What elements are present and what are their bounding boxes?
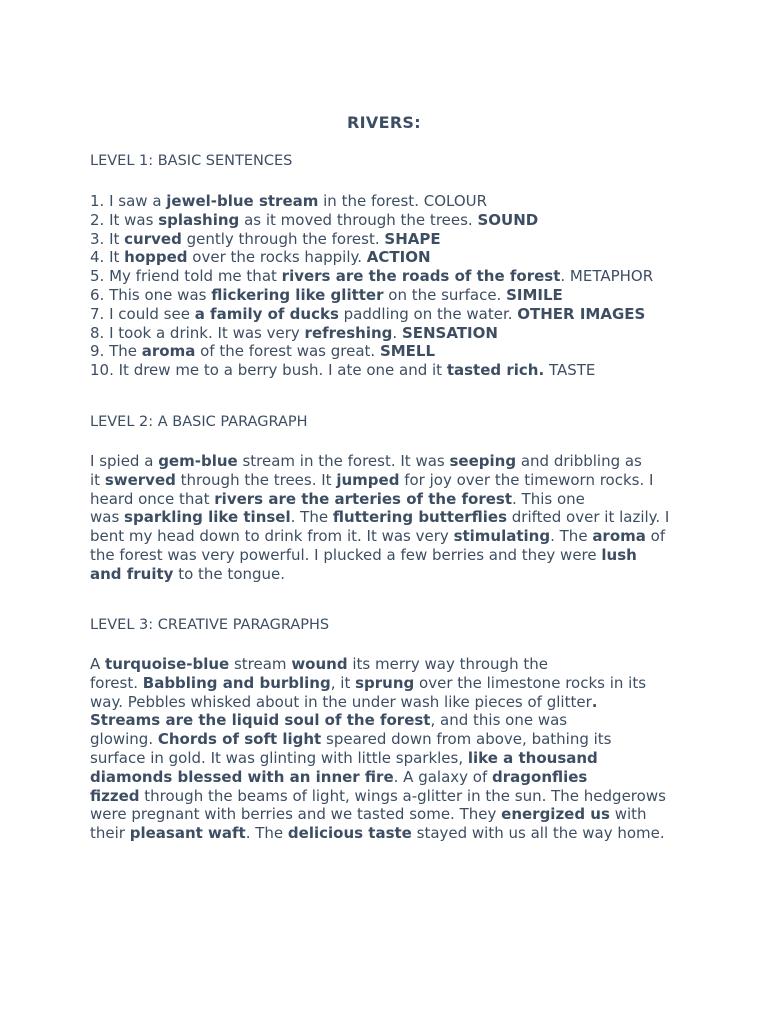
- text-run: . METAPHOR: [560, 267, 654, 286]
- text-run: on the surface.: [383, 285, 507, 304]
- bold-run: SHAPE: [384, 229, 441, 248]
- section-heading: LEVEL 3: CREATIVE PARAGRAPHS: [90, 617, 330, 633]
- text-run: 4. It: [90, 248, 125, 267]
- text-run: to the tongue.: [173, 564, 286, 583]
- text-run: as it moved through the trees.: [239, 210, 478, 229]
- section-heading: LEVEL 2: A BASIC PARAGRAPH: [90, 414, 308, 430]
- bold-run: tasted rich.: [446, 361, 545, 380]
- text-run: speared down from above, bathing its: [321, 730, 612, 749]
- text-run: in the forest. COLOUR: [318, 192, 488, 210]
- text-line: [90, 565, 690, 584]
- text-line: [90, 490, 690, 509]
- bold-run: stimulating: [453, 527, 551, 546]
- bold-run: like a thousand: [467, 748, 598, 767]
- text-run: 10. It drew me to a berry bush. I ate one and it: [90, 361, 447, 380]
- text-line: [90, 824, 690, 843]
- bold-run: swerved: [104, 470, 176, 489]
- text-line: [90, 674, 690, 693]
- document-title: RIVERS:: [347, 113, 421, 132]
- text-line: [90, 211, 690, 230]
- text-line: [90, 305, 690, 324]
- section-level-1: [90, 152, 690, 380]
- text-run: way. Pebbles whisked about in the under wash like pieces of glitter: [90, 692, 592, 711]
- text-run: . This one: [512, 489, 585, 508]
- bold-run: hopped: [124, 248, 188, 267]
- bold-run: wound: [291, 655, 348, 673]
- bold-run: Babbling and burbling: [142, 673, 331, 692]
- text-run: it: [90, 470, 105, 489]
- text-run: through the beams of light, wings a-glitter in the sun. The hedgerows: [139, 786, 666, 805]
- text-line: [90, 452, 690, 471]
- text-run: TASTE: [544, 361, 596, 380]
- paragraph: [90, 655, 690, 843]
- text-run: , it: [330, 673, 356, 692]
- bold-run: SENSATION: [401, 323, 498, 342]
- text-line: [90, 730, 690, 749]
- section-level-2: [90, 413, 690, 584]
- text-run: .: [392, 323, 402, 342]
- bold-run: refreshing: [304, 323, 393, 342]
- text-run: surface in gold. It was glinting with little sparkles,: [90, 748, 468, 767]
- text-run: over the limestone rocks in its: [414, 673, 647, 692]
- text-line: [90, 768, 690, 787]
- text-run: were pregnant with berries and we tasted some. They: [90, 805, 502, 824]
- bold-run: aroma: [141, 342, 196, 361]
- section-heading: LEVEL 1: BASIC SENTENCES: [90, 153, 293, 169]
- text-run: 3. It: [90, 229, 125, 248]
- text-run: was: [90, 508, 125, 527]
- text-line: [90, 230, 690, 249]
- text-run: 2. It was: [90, 210, 159, 229]
- bold-run: lush: [601, 545, 637, 564]
- text-line: [90, 749, 690, 768]
- text-run: bent my head down to drink from it. It was very: [90, 527, 454, 546]
- text-run: its merry way through the: [347, 655, 548, 673]
- bold-run: fluttering butterflies: [332, 508, 508, 527]
- text-run: their: [90, 824, 130, 843]
- text-line: [90, 471, 690, 490]
- bold-run: flickering like glitter: [211, 285, 384, 304]
- text-line: [90, 711, 690, 730]
- text-run: A: [90, 655, 106, 673]
- bold-run: pleasant waft: [129, 824, 246, 843]
- bold-run: splashing: [158, 210, 240, 229]
- bold-run: delicious taste: [287, 824, 412, 843]
- text-line: [90, 342, 690, 361]
- bold-run: sparkling like tinsel: [124, 508, 291, 527]
- text-run: paddling on the water.: [338, 304, 518, 323]
- bold-run: jumped: [336, 470, 400, 489]
- text-run: 9. The: [90, 342, 142, 361]
- bold-run: dragonflies: [492, 767, 588, 786]
- text-run: the forest was very powerful. I plucked a few berries and they were: [90, 545, 602, 564]
- text-run: 5. My friend told me that: [90, 267, 282, 286]
- section-level-3: [90, 616, 690, 843]
- text-run: for joy over the timeworn rocks. I: [399, 470, 654, 489]
- text-run: through the trees. It: [175, 470, 337, 489]
- bold-run: SMELL: [379, 342, 436, 361]
- text-run: forest.: [90, 673, 143, 692]
- text-line: [90, 787, 690, 806]
- bold-run: rivers are the roads of the forest: [281, 267, 561, 286]
- text-run: 1. I saw a: [90, 192, 167, 210]
- text-run: over the rocks happily.: [187, 248, 367, 267]
- text-run: 7. I could see: [90, 304, 195, 323]
- text-run: I spied a: [90, 452, 159, 470]
- bold-run: a family of ducks: [194, 304, 339, 323]
- bold-run: diamonds blessed with an inner fire: [90, 767, 394, 786]
- bold-run: Streams are the liquid soul of the forest: [90, 711, 431, 730]
- bold-run: and fruity: [90, 564, 174, 583]
- text-run: stayed with us all the way home.: [411, 824, 665, 843]
- text-run: . A galaxy of: [393, 767, 493, 786]
- bold-run: SOUND: [477, 210, 539, 229]
- bold-run: aroma: [592, 527, 646, 546]
- text-run: . The: [290, 508, 333, 527]
- text-line: [90, 192, 690, 211]
- text-line: [90, 508, 690, 527]
- bold-run: turquoise-blue: [105, 655, 230, 673]
- text-line: [90, 286, 690, 305]
- bold-run: jewel-blue stream: [166, 192, 319, 210]
- text-line: [90, 693, 690, 712]
- bold-run: .: [591, 692, 598, 711]
- text-run: 6. This one was: [90, 285, 212, 304]
- bold-run: SIMILE: [506, 285, 563, 304]
- bold-run: Chords of soft light: [157, 730, 322, 749]
- bold-run: energized us: [501, 805, 610, 824]
- text-line: [90, 324, 690, 343]
- text-run: stream: [229, 655, 292, 673]
- text-run: , and this one was: [430, 711, 568, 730]
- text-run: stream in the forest. It was: [237, 452, 450, 470]
- paragraph: [90, 452, 690, 584]
- text-run: . The: [550, 527, 593, 546]
- bold-run: fizzed: [90, 786, 140, 805]
- text-run: heard once that: [90, 489, 215, 508]
- text-run: of: [645, 527, 666, 546]
- text-run: 8. I took a drink. It was very: [90, 323, 305, 342]
- text-run: . The: [245, 824, 288, 843]
- bold-run: rivers are the arteries of the forest: [214, 489, 513, 508]
- bold-run: seeping: [449, 452, 517, 470]
- text-run: gently through the forest.: [181, 229, 385, 248]
- text-run: glowing.: [90, 730, 158, 749]
- sentence-list: [90, 192, 690, 380]
- text-run: with: [609, 805, 647, 824]
- text-line: [90, 267, 690, 286]
- text-line: [90, 361, 690, 380]
- bold-run: OTHER IMAGES: [517, 304, 646, 323]
- text-line: [90, 546, 690, 565]
- bold-run: curved: [124, 229, 182, 248]
- text-run: of the forest was great.: [195, 342, 380, 361]
- text-run: and dribbling as: [516, 452, 642, 470]
- text-line: [90, 655, 690, 674]
- text-line: [90, 527, 690, 546]
- bold-run: sprung: [355, 673, 415, 692]
- text-line: [90, 248, 690, 267]
- bold-run: gem-blue: [158, 452, 238, 470]
- text-line: [90, 805, 690, 824]
- bold-run: ACTION: [366, 248, 431, 267]
- text-run: drifted over it lazily. I: [507, 508, 670, 527]
